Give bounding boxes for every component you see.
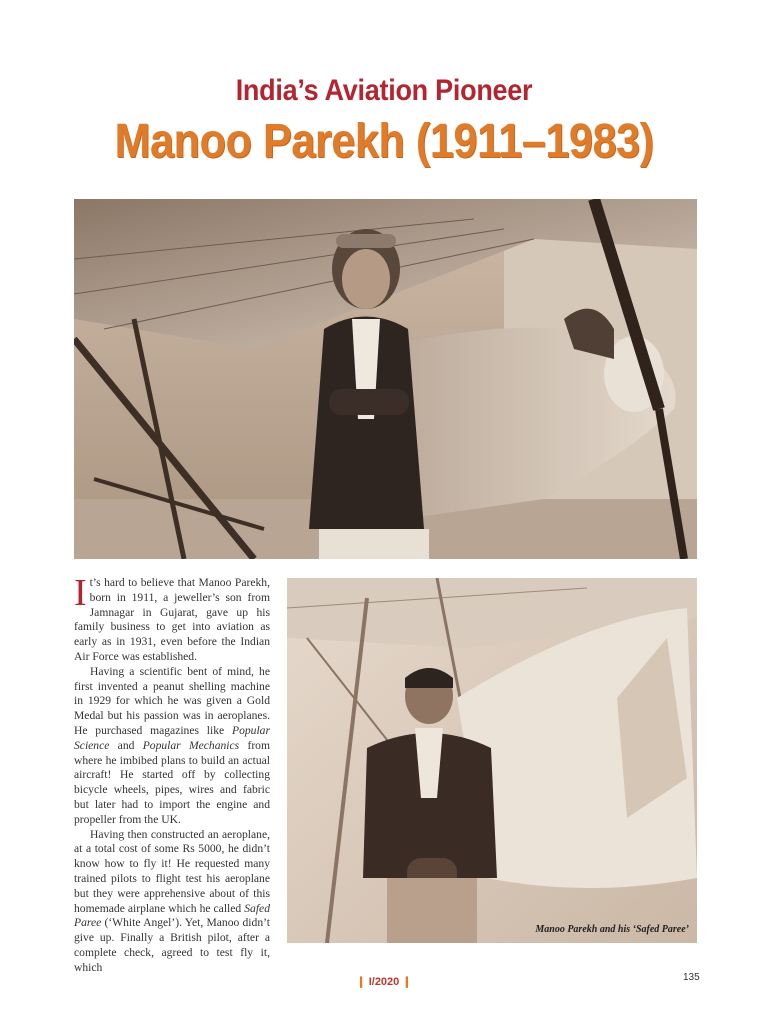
paragraph-1-text: t’s hard to believe that Manoo Parekh, born in 1911, a jeweller’s son from Jamnagar in Gujarat, gave up his family business to get into aviation as early as in 1931, even before the Indian Air Force was established. — [74, 576, 270, 663]
photo-icon — [74, 199, 697, 559]
article-body — [74, 572, 270, 976]
aircraft-name-safed-paree: Safed Paree — [74, 901, 270, 930]
article-title: Manoo Parekh (1911–1983) — [114, 115, 654, 168]
page-number: 135 — [683, 972, 700, 983]
drop-cap: I — [74, 572, 87, 614]
magazine-title-popular-mechanics: Popular Mechanics — [142, 738, 240, 752]
article-paragraph-3 — [74, 828, 270, 976]
article-paragraph-2 — [74, 665, 270, 828]
divider-bar: ❙ — [356, 976, 366, 988]
article-paragraph-1 — [74, 572, 270, 665]
paragraph-2-text-b: and — [109, 738, 143, 752]
photo-pilot-with-biplane — [74, 199, 697, 559]
photo-icon — [287, 578, 697, 943]
divider-bar: ❙ — [402, 976, 412, 988]
article-supertitle: India’s Aviation Pioneer — [235, 74, 533, 107]
paragraph-2-text-a: Having a scientific bent of mind, he first invented a peanut shelling machine in 1929 for which he was given a Gold Medal but his passion was in aeroplanes. He purchased magazines like — [74, 664, 270, 737]
issue-label — [0, 975, 768, 988]
magazine-title-popular-science: Popular Science — [74, 723, 270, 752]
photo-pilot-with-safed-paree — [287, 578, 697, 943]
paragraph-2-text-c: from where he imbibed plans to build an actual aircraft! He started off by collecting bicycle wheels, pipes, wires and fabric but later had to import the engine and propeller from the UK. — [74, 738, 270, 826]
photo-caption: Manoo Parekh and his ‘Safed Paree’ — [535, 924, 689, 935]
paragraph-3-text-b: (‘White Angel’). Yet, Manoo didn’t give up. Finally a British pilot, after a complete check, agreed to test fly it, which — [74, 916, 270, 974]
issue-text: I/2020 — [368, 976, 400, 988]
paragraph-3-text-a: Having then constructed an aeroplane, at a total cost of some Rs 5000, he didn’t know how to fly it! He requested many trained pilots to flight test his aeroplane but they were apprehensive about of this homemade airplane which he called — [74, 827, 270, 915]
